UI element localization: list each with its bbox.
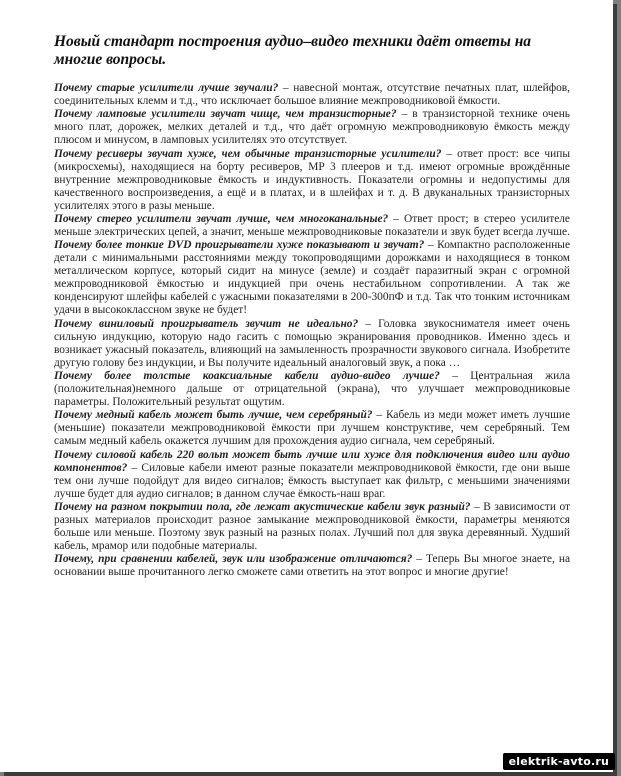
faq-question: Почему стерео усилители звучат лучше, чем многоканальные? bbox=[54, 213, 389, 226]
faq-question: Почему ресиверы звучат хуже, чем обычные транзисторные усилители? bbox=[54, 147, 442, 160]
faq-question: Почему силовой кабель 220 вольт может быть лучше или хуже для подключения видео или аудио компонентов? bbox=[54, 448, 570, 474]
faq-paragraph-5 bbox=[54, 239, 570, 317]
faq-paragraph-10 bbox=[54, 501, 570, 553]
faq-answer: – Головка звукоснимателя имеет очень сильную индукцию, которую надо гасить с помощью экранирования проводников. Именно здесь и возникает ужасный показатель, влияющий на замыленность прозрачности звукового сигнала. Изобретите другую голову без индукции, и Вы получите идеальный аналоговый звук, а пока … bbox=[54, 317, 570, 369]
faq-answer: – в транзисторной технике очень много плат, дорожек, мелких деталей и т.д., что даёт огромную межпроводниковую ёмкость между плюсом и минусом, в ламповых усилителях это отсутствует. bbox=[54, 108, 570, 147]
faq-paragraph-2 bbox=[54, 108, 570, 147]
faq-answer: – В зависимости от разных материалов происходит разное замыкание межпроводниковой ёмкости, параметры меняются больше или меньше. Поэтому звук разный на разных полах. Лучший пол для звука деревянный. Худший кабель, мрамор или подобные материалы. bbox=[54, 501, 570, 552]
faq-answer: – навесной монтаж, отсутствие печатных плат, шлейфов, соединительных клемм и т.д., что исключает большое влияние межпроводниковой ёмкости. bbox=[54, 82, 571, 107]
faq-question: Почему медный кабель может быть лучше, чем серебряный? bbox=[54, 409, 373, 422]
faq-answer: – Центральная жила (положительная)немного дальше от отрицательной (экрана), что улучшает межпроводниковые параметры. Положительный результат ощутим. bbox=[54, 369, 570, 408]
document-title: Новый стандарт построения аудио–видео техники даёт ответы на многие вопросы. bbox=[54, 33, 532, 68]
document-body bbox=[54, 82, 570, 580]
faq-question: Почему более толстые коаксиальные кабели аудио-видео лучше? bbox=[54, 369, 440, 382]
faq-paragraph-6 bbox=[54, 318, 570, 370]
faq-answer: – ответ прост: все чипы (микросхемы), находящиеся на борту ресиверов, MP 3 плееров и т.д. имеют огромные врождённые внутренние межпроводниковые ёмкость и индуктивность. Показатели огромны и недопустимы для качественного воспроизведения, а ещё и в платах, и в шлейфах и т. д. В двуканальных транзисторных усилителях этого в разы меньше. bbox=[54, 147, 571, 212]
faq-paragraph-4 bbox=[54, 213, 570, 239]
faq-answer: – Ответ прост; в стерео усилителе меньше электрических цепей, а значит, меньше межпроводниковые показатели и звук будет всегда лучше. bbox=[54, 213, 570, 238]
site-watermark: elektrik-avto.ru bbox=[503, 753, 615, 770]
faq-question: Почему на разном покрытии пола, где лежат акустические кабели звук разный? bbox=[54, 501, 471, 513]
faq-paragraph-7 bbox=[54, 370, 570, 409]
faq-paragraph-1 bbox=[54, 82, 570, 108]
faq-answer: – Компактно расположенные детали с минимальными расстояниями между токопроводящими дорожками и находящиеся в тонком металлическом корпусе, который сидит на минусе (земле) и создаёт паразитный экран с огромной межпроводниковой ёмкостью и индукцией при очень нестабильном сопротивлении. А так же конденсируют шлейфы кабелей с ужасными показателями в 200-300пФ и т.д. Так что тонким источникам удачи в высококлассном звуке не будет! bbox=[54, 239, 570, 317]
faq-paragraph-11 bbox=[54, 553, 570, 579]
faq-question: Почему старые усилители лучше звучали? bbox=[54, 82, 279, 94]
faq-answer: – Кабель из меди может иметь лучшие (меньшие) показатели межпроводниковой ёмкости при лучшем конструктиве, чем серебряный. Тем самым медный кабель окажется лучшим для прохождения аудио сигнала, чем серебряный. bbox=[54, 409, 570, 448]
faq-paragraph-9 bbox=[54, 449, 570, 501]
faq-answer: – Теперь Вы многое знаете, на основании выше прочитанного легко сможете сами ответить на этот вопрос и многие другие! bbox=[54, 553, 570, 579]
faq-question: Почему, при сравнении кабелей, звук или изображение отличаются? bbox=[54, 553, 413, 566]
faq-paragraph-8 bbox=[54, 409, 570, 448]
faq-paragraph-3 bbox=[54, 148, 570, 213]
faq-question: Почему более тонкие DVD проигрыватели хуже показывают и звучат? bbox=[54, 239, 425, 252]
faq-question: Почему ламповые усилители звучат чище, чем транзисторные? bbox=[54, 108, 397, 121]
faq-question: Почему виниловый проигрыватель звучит не идеально? bbox=[54, 317, 359, 330]
faq-answer: – Силовые кабели имеют разные показатели межпроводниковой ёмкости, где они выше тем они лучше подойдут для видео сигналов; ёмкость выступает как фильтр, с меньшими значениями лучше будет для аудио сигналов; в данном случае ёмкость-наш враг. bbox=[54, 461, 570, 500]
